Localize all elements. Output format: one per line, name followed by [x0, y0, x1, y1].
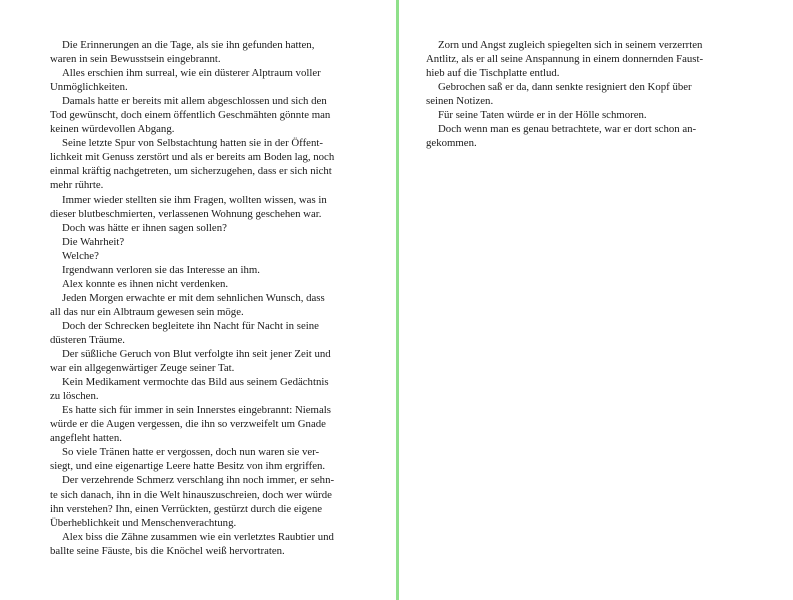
paragraph: Alles erschien ihm surreal, wie ein düsterer Alptraum voller Unmöglichkeiten. [50, 67, 321, 94]
paragraph: Der verzehrende Schmerz verschlang ihn noch immer, er sehn- te sich danach, ihn in die Welt hinauszuschreien, doch wer würde ihn verstehen? Ihn, einen Verrückten, gestürzt durch die eigene Überheblichkeit und Menschenverachtung. [50, 474, 335, 529]
paragraph: Alex konnte es ihnen nicht verdenken. [62, 277, 229, 290]
paragraph: Damals hatte er bereits mit allem abgeschlossen und sich den Tod gewünscht, doch einem öffentlich Geschmähten gönnte man keinen würdevollen Abgang. [50, 95, 331, 136]
paragraph: Gebrochen saß er da, dann senkte resigniert den Kopf über seinen Notizen. [426, 81, 692, 108]
paragraph: Der süßliche Geruch von Blut verfolgte ihn seit jener Zeit und war ein allgegenwärtiger Zeuge seiner Tat. [50, 348, 331, 375]
paragraph: Welche? [62, 249, 99, 262]
paragraph: Immer wieder stellten sie ihm Fragen, wollten wissen, was in dieser blutbeschmierten, verlassenen Wohnung geschehen war. [50, 193, 327, 220]
left-page-text [50, 38, 348, 558]
paragraph: Doch was hätte er ihnen sagen sollen? [62, 221, 227, 234]
paragraph: Irgendwann verloren sie das Interesse an ihm. [62, 263, 260, 276]
paragraph: Alex biss die Zähne zusammen wie ein verletztes Raubtier und ballte seine Fäuste, bis die Knöchel weiß hervortraten. [50, 530, 334, 557]
paragraph: Die Erinnerungen an die Tage, als sie ihn gefunden hatten, waren in sein Bewusstsein eingebrannt. [50, 39, 315, 66]
paragraph: So viele Tränen hatte er vergossen, doch nun waren sie ver- siegt, und eine eigenartige Leere hatte Besitz von ihm ergriffen. [50, 446, 326, 473]
paragraph: Zorn und Angst zugleich spiegelten sich in seinem verzerrten Antlitz, als er all seine Anspannung in einem donnernden Faust- hieb auf die Tischplatte entlud. [426, 39, 704, 80]
paragraph: Doch der Schrecken begleitete ihn Nacht für Nacht in seine düsteren Träume. [50, 319, 319, 346]
paragraph: Doch wenn man es genau betrachtete, war er dort schon an- gekommen. [426, 123, 697, 150]
paragraph: Kein Medikament vermochte das Bild aus seinem Gedächtnis zu löschen. [50, 376, 329, 403]
paragraph: Für seine Taten würde er in der Hölle schmoren. [438, 109, 647, 122]
right-page-text [426, 38, 736, 150]
paragraph: Die Wahrheit? [62, 235, 125, 248]
paragraph: Es hatte sich für immer in sein Innerstes eingebrannt: Niemals würde er die Augen vergessen, die ihn so verzweifelt um Gnade angefleht hatten. [50, 404, 331, 445]
paragraph: Seine letzte Spur von Selbstachtung hatten sie in der Öffent- lichkeit mit Genuss zerstört und als er bereits am Boden lag, noch einmal kräftig nachgetreten, um sicherzugehen, dass er sich nicht mehr rührte. [50, 137, 335, 192]
paragraph: Jeden Morgen erwachte er mit dem sehnlichen Wunsch, dass all das nur ein Albtraum gewesen sein möge. [50, 291, 325, 318]
page-gutter-divider [396, 0, 399, 600]
